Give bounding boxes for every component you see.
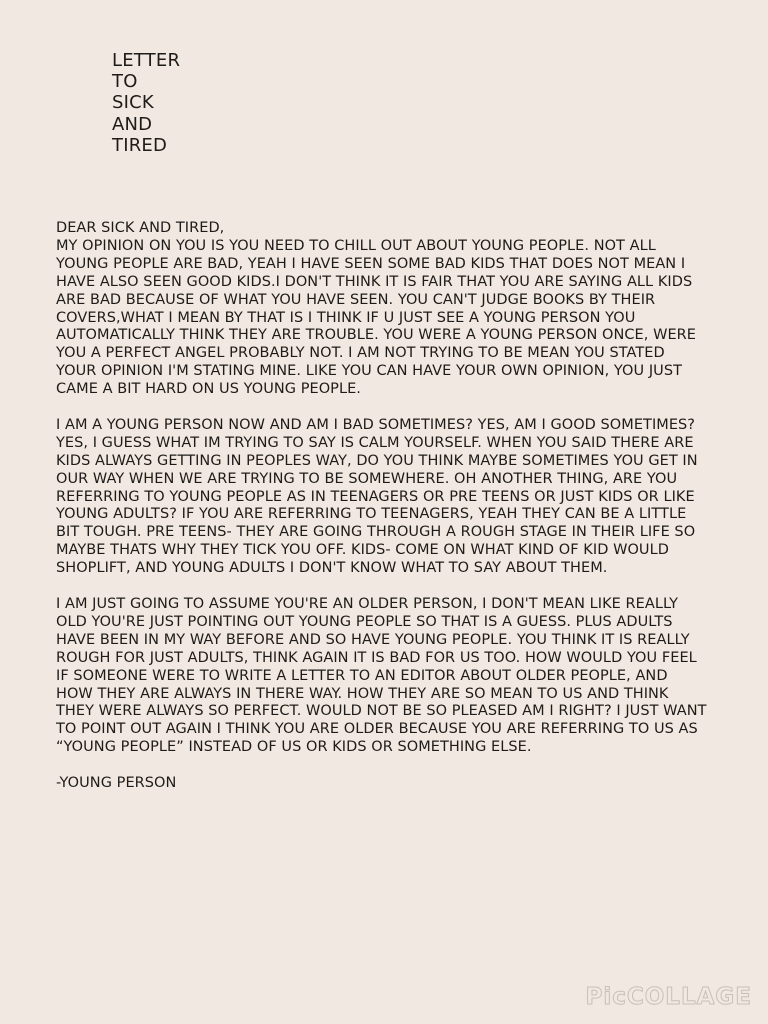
letter-title xyxy=(112,50,180,156)
title-line: SICK xyxy=(112,92,154,114)
letter-body xyxy=(56,220,708,793)
letter-salutation: DEAR SICK AND TIRED, xyxy=(56,220,225,236)
letter-signoff: -YOUNG PERSON xyxy=(56,775,177,792)
title-line: TO xyxy=(112,71,138,93)
title-line: TIRED xyxy=(112,134,168,156)
letter-paragraph-2: I AM A YOUNG PERSON NOW AND AM I BAD SOMETIMES? YES, AM I GOOD SOMETIMES? YES, I GUESS WHAT IM TRYING TO SAY IS CALM YOURSELF. WHEN YOU SAID THERE ARE KIDS ALWAYS GETTING IN PEOPLES WAY, DO YOU THINK MAYBE SOMETIMES YOU GET IN OUR WAY WHEN WE ARE TRYING TO BE SOMEWHERE. OH ANOTHER THING, ARE YOU REFERRING TO YOUNG PEOPLE AS IN TEENAGERS OR PRE TEENS OR JUST KIDS OR LIKE YOUNG ADULTS? IF YOU ARE REFERRING TO TEENAGERS, YEAH THEY CAN BE A LITTLE BIT TOUGH. PRE TEENS- THEY ARE GOING THROUGH A ROUGH STAGE IN THEIR LIFE SO MAYBE THATS WHY THEY TICK YOU OFF. KIDS- COME ON WHAT KIND OF KID WOULD SHOPLIFT, AND YOUNG ADULTS I DON'T KNOW WHAT TO SAY ABOUT THEM. xyxy=(56,416,698,577)
letter-paragraph-1: MY OPINION ON YOU IS YOU NEED TO CHILL OUT ABOUT YOUNG PEOPLE. NOT ALL YOUNG PEOPLE ARE BAD, YEAH I HAVE SEEN SOME BAD KIDS THAT DOES NOT MEAN I HAVE ALSO SEEN GOOD KIDS.I DON'T THINK IT IS FAIR THAT YOU ARE SAYING ALL KIDS ARE BAD BECAUSE OF WHAT YOU HAVE SEEN. YOU CAN'T JUDGE BOOKS BY THEIR COVERS,WHAT I MEAN BY THAT IS I THINK IF U JUST SEE A YOUNG PERSON YOU AUTOMATICALLY THINK THEY ARE TROUBLE. YOU WERE A YOUNG PERSON ONCE, WERE YOU A PERFECT ANGEL PROBABLY NOT. I AM NOT TRYING TO BE MEAN YOU STATED YOUR OPINION I'M STATING MINE. LIKE YOU CAN HAVE YOUR OWN OPINION, YOU JUST CAME A BIT HARD ON US YOUNG PEOPLE. xyxy=(56,237,697,398)
title-line: AND xyxy=(112,113,153,135)
piccollage-watermark: PicCOLLAGE xyxy=(585,984,752,1010)
title-line: LETTER xyxy=(112,50,181,71)
letter-paragraph-3: I AM JUST GOING TO ASSUME YOU'RE AN OLDER PERSON, I DON'T MEAN LIKE REALLY OLD YOU'RE JUST POINTING OUT YOUNG PEOPLE SO THAT IS A GUESS. PLUS ADULTS HAVE BEEN IN MY WAY BEFORE AND SO HAVE YOUNG PEOPLE. YOU THINK IT IS REALLY ROUGH FOR JUST ADULTS, THINK AGAIN IT IS BAD FOR US TOO. HOW WOULD YOU FEEL IF SOMEONE WERE TO WRITE A LETTER TO AN EDITOR ABOUT OLDER PEOPLE, AND HOW THEY ARE ALWAYS IN THERE WAY. HOW THEY ARE SO MEAN TO US AND THINK THEY WERE ALWAYS SO PERFECT. WOULD NOT BE SO PLEASED AM I RIGHT? I JUST WANT TO POINT OUT AGAIN I THINK YOU ARE OLDER BECAUSE YOU ARE REFERRING TO US AS “YOUNG PEOPLE” INSTEAD OF US OR KIDS OR SOMETHING ELSE. xyxy=(56,596,707,756)
